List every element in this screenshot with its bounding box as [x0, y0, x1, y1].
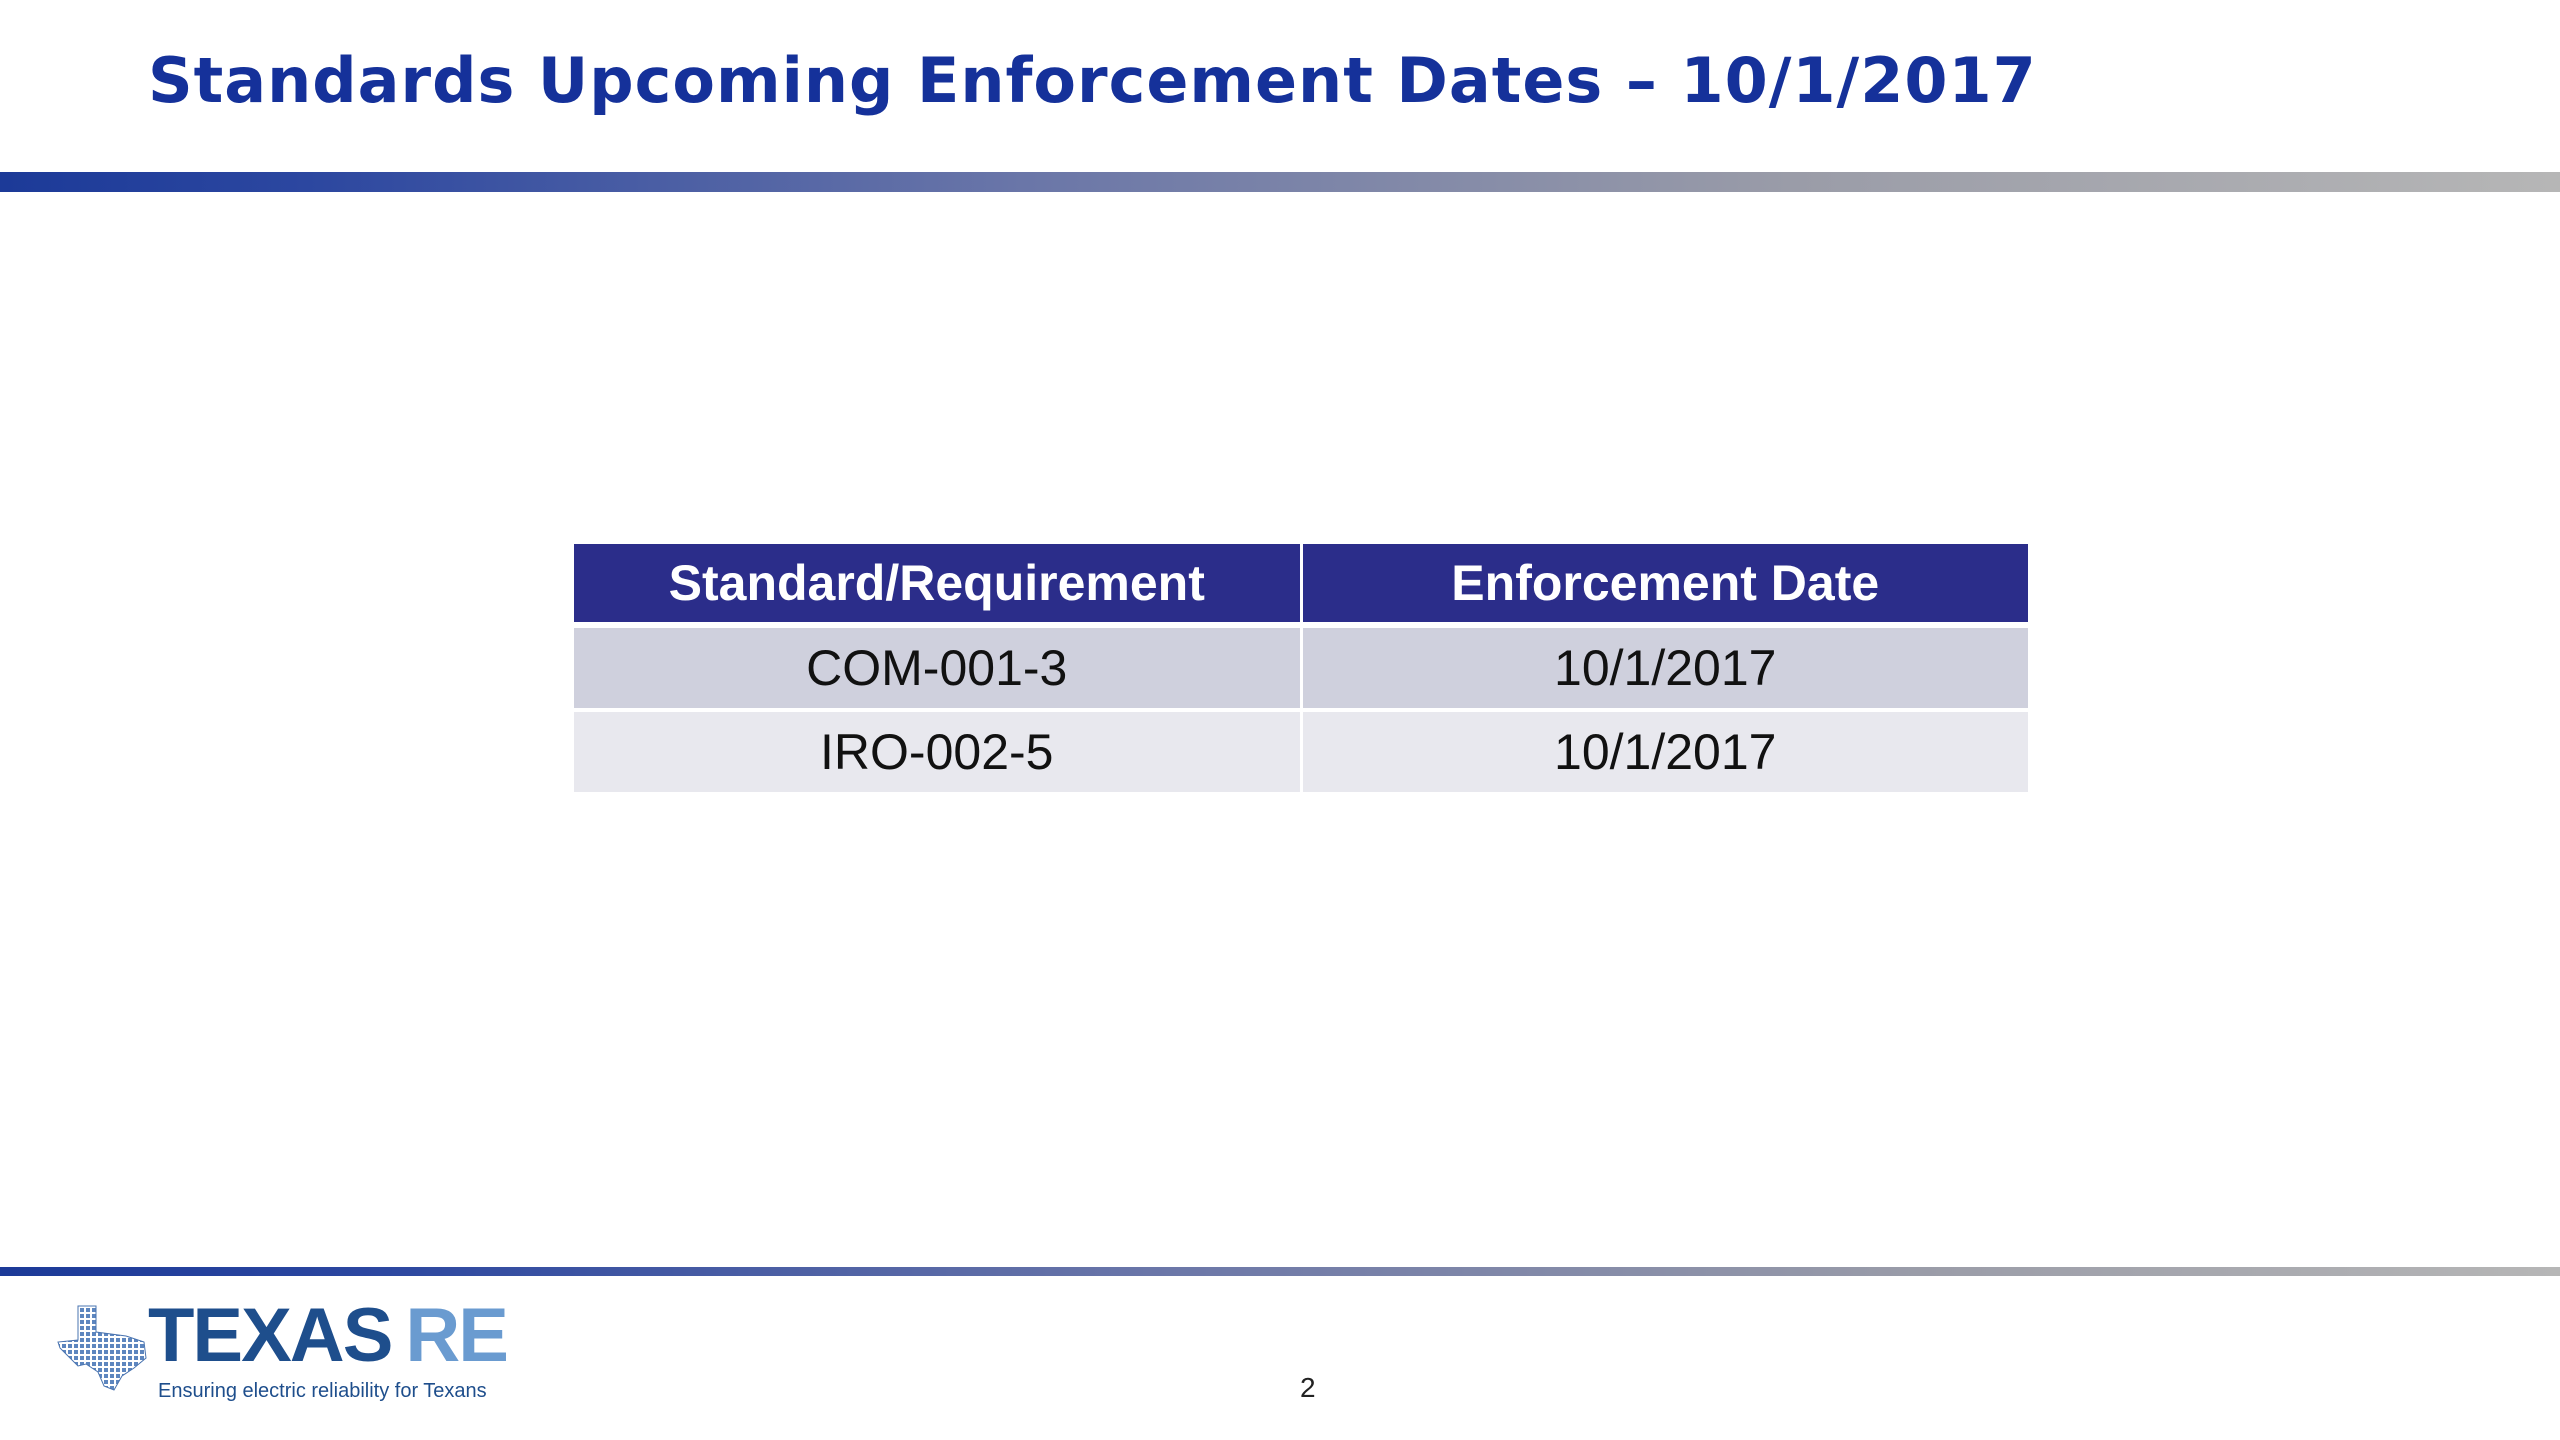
- texas-re-logo: [56, 1293, 516, 1412]
- slide-title: Standards Upcoming Enforcement Dates – 10/1/2017: [148, 44, 2037, 117]
- table-row: [574, 710, 2028, 794]
- texas-map-icon: [56, 1302, 152, 1392]
- column-header-standard: Standard/Requirement: [574, 544, 1301, 625]
- footer-divider: [0, 1267, 2560, 1276]
- cell-enforcement-date: 10/1/2017: [1301, 710, 2028, 794]
- column-header-enforcement-date: Enforcement Date: [1301, 544, 2028, 625]
- logo-wordmark: [148, 1293, 507, 1378]
- enforcement-table-container: [574, 544, 2028, 796]
- enforcement-table: [574, 544, 2028, 796]
- table-header-row: [574, 544, 2028, 625]
- cell-enforcement-date: 10/1/2017: [1301, 625, 2028, 710]
- logo-name-primary: TEXAS: [148, 1293, 392, 1378]
- logo-tagline: Ensuring electric reliability for Texans: [158, 1380, 487, 1402]
- logo-name-secondary: RE: [405, 1293, 507, 1378]
- cell-standard: IRO-002-5: [574, 710, 1301, 794]
- title-divider: [0, 172, 2560, 192]
- page-number: 2: [1300, 1372, 1316, 1403]
- table-row: [574, 625, 2028, 710]
- cell-standard: COM-001-3: [574, 625, 1301, 710]
